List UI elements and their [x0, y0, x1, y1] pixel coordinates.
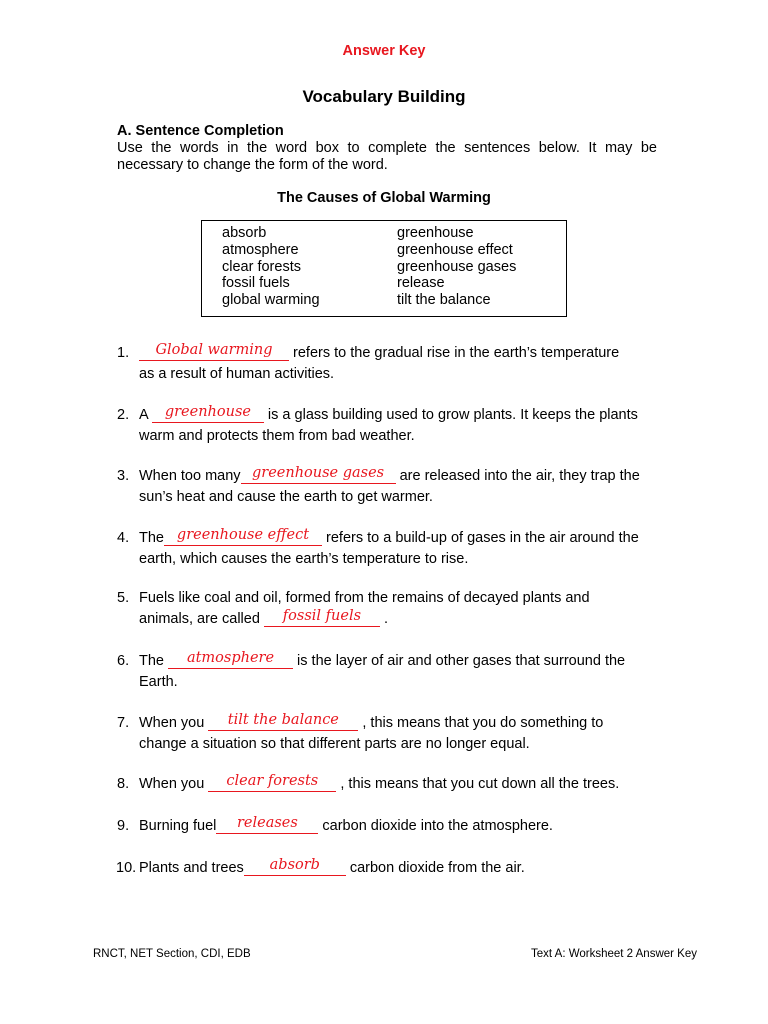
question-text-after: refers to the gradual rise in the earth’s temperature	[289, 345, 620, 361]
question-number: 9.	[117, 818, 130, 834]
question-text-line2-after: .	[379, 611, 388, 627]
question-number: 10.	[116, 860, 137, 876]
answer-blank	[216, 816, 318, 834]
page-title: Vocabulary Building	[302, 87, 466, 106]
answer-key-heading: Answer Key	[342, 43, 426, 59]
answer-blank	[208, 713, 358, 731]
question-text-line2: change a situation so that different parts are no longer equal.	[139, 736, 530, 752]
word-column-right	[397, 225, 516, 309]
footer-left: RNCT, NET Section, CDI, EDB	[93, 948, 251, 960]
question-text-after: , this means that you do something to	[358, 715, 604, 731]
word-item: release	[397, 275, 445, 292]
word-item: tilt the balance	[397, 292, 491, 309]
answer-text: releases	[236, 815, 298, 831]
word-item: atmosphere	[222, 241, 299, 258]
word-item: absorb	[222, 225, 267, 241]
question-text-before: The	[139, 530, 164, 546]
question-text-after: carbon dioxide from the air.	[345, 860, 525, 876]
question-text-after: refers to a build-up of gases in the air around the	[322, 530, 639, 546]
question-number: 4.	[117, 530, 130, 546]
question-number: 8.	[117, 776, 130, 792]
answer-blank	[168, 651, 293, 669]
answer-text: greenhouse	[164, 404, 251, 420]
section-heading: A. Sentence Completion	[117, 123, 284, 139]
question-text-after: is a glass building used to grow plants. It keeps the plants	[263, 407, 638, 423]
question-number: 7.	[117, 715, 130, 731]
answer-blank	[139, 343, 289, 361]
question-text-before: Fuels like coal and oil, formed from the remains of decayed plants and	[139, 590, 590, 606]
word-item: greenhouse effect	[397, 241, 513, 258]
answer-blank	[208, 774, 336, 792]
answer-text: absorb	[269, 857, 320, 873]
question-text-before: Burning fuel	[139, 818, 217, 834]
word-box	[201, 220, 567, 317]
answer-blank	[241, 466, 396, 484]
question-text-line2: earth, which causes the earth’s temperature to rise.	[139, 551, 469, 567]
word-box-title: The Causes of Global Warming	[277, 190, 491, 206]
question-text-before: Plants and trees	[139, 860, 244, 876]
word-item: global warming	[222, 292, 320, 309]
question-text-after: carbon dioxide into the atmosphere.	[318, 818, 553, 834]
question-text-before: The	[139, 653, 169, 669]
question-text-line2-before: animals, are called	[139, 611, 264, 627]
question-number: 1.	[117, 345, 130, 361]
answer-text: greenhouse effect	[176, 527, 310, 543]
answer-text: greenhouse gases	[251, 465, 385, 481]
answer-blank	[264, 609, 380, 627]
question-text-after: are released into the air, they trap the	[395, 468, 640, 484]
question-text-after: is the layer of air and other gases that surround the	[293, 653, 626, 669]
answer-blank	[244, 858, 346, 876]
question-number: 2.	[117, 407, 130, 423]
word-item: greenhouse	[397, 225, 474, 241]
question-number: 3.	[117, 468, 130, 484]
instructions-text: Use the words in the word box to complete the sentences below. It may be necessary to change the form of the word.	[117, 140, 657, 173]
answer-text: tilt the balance	[227, 712, 339, 728]
question-text-after: , this means that you cut down all the trees.	[336, 776, 620, 792]
question-text-before: When you	[139, 715, 209, 731]
answer-text: fossil fuels	[282, 608, 362, 624]
answer-text: Global warming	[155, 342, 273, 358]
answer-blank	[152, 405, 264, 423]
question-text-line2: Earth.	[139, 674, 178, 690]
question-number: 5.	[117, 590, 130, 606]
answer-text: atmosphere	[186, 650, 275, 666]
question-text-before: A	[139, 407, 152, 423]
question-text-before: When too many	[139, 468, 241, 484]
question-text-line2: sun’s heat and cause the earth to get warmer.	[139, 489, 433, 505]
question-text-line2: as a result of human activities.	[139, 366, 335, 382]
word-item: clear forests	[222, 258, 301, 275]
question-text-before: When you	[139, 776, 209, 792]
question-text-line2: warm and protects them from bad weather.	[139, 428, 415, 444]
answer-blank	[164, 528, 322, 546]
question-number: 6.	[117, 653, 130, 669]
answer-text: clear forests	[226, 773, 319, 789]
footer-right: Text A: Worksheet 2 Answer Key	[531, 948, 697, 960]
word-item: fossil fuels	[222, 275, 290, 292]
word-column-left	[222, 225, 320, 309]
word-item: greenhouse gases	[397, 258, 517, 275]
